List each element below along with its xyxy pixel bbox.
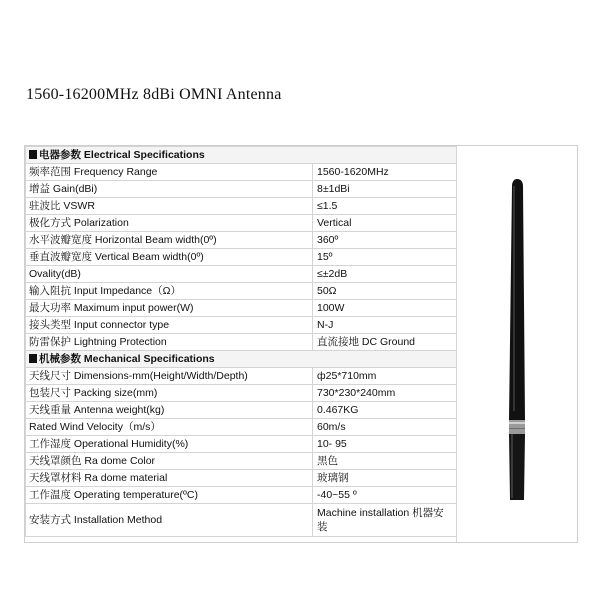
section-title: 机械参数 Mechanical Specifications <box>39 353 215 365</box>
spec-label: 增益 Gain(dBi) <box>26 181 313 198</box>
table-row <box>26 317 457 334</box>
spec-value: 0.467KG <box>313 402 457 419</box>
table-row <box>26 232 457 249</box>
spec-label: 垂直波瓣宽度 Vertical Beam width(0º) <box>26 249 313 266</box>
spec-label: 工作湿度 Operational Humidity(%) <box>26 436 313 453</box>
spec-value: Machine installation 机器安装 <box>313 504 457 537</box>
spec-label: 天线尺寸 Dimensions-mm(Height/Width/Depth) <box>26 368 313 385</box>
table-row <box>26 419 457 436</box>
spec-value: 玻璃钢 <box>313 470 457 487</box>
spec-label: 驻波比 VSWR <box>26 198 313 215</box>
spec-value: 黑色 <box>313 453 457 470</box>
table-row <box>26 504 457 537</box>
spec-label: 工作温度 Operating temperature(ºC) <box>26 487 313 504</box>
antenna-band-groove <box>509 428 525 429</box>
antenna-highlight <box>513 186 515 411</box>
page-title: 1560-16200MHz 8dBi OMNI Antenna <box>26 86 282 103</box>
table-row <box>26 198 457 215</box>
spec-label: Rated Wind Velocity（m/s） <box>26 419 313 436</box>
table-row <box>26 266 457 283</box>
section-title: 电器参数 Electrical Specifications <box>39 149 205 161</box>
table-row <box>26 487 457 504</box>
table-row <box>26 436 457 453</box>
antenna-illustration <box>457 146 578 542</box>
table-row <box>26 368 457 385</box>
spec-value: 360º <box>313 232 457 249</box>
square-bullet-icon <box>29 150 37 159</box>
antenna-band-shine <box>509 422 525 424</box>
spec-label: 输入阻抗 Input Impedance（Ω） <box>26 283 313 300</box>
spec-value: -40~55 º <box>313 487 457 504</box>
spec-label: 最大功率 Maximum input power(W) <box>26 300 313 317</box>
spec-label: 天线罩颜色 Ra dome Color <box>26 453 313 470</box>
spec-value: ф25*710mm <box>313 368 457 385</box>
spec-label: 接头类型 Input connector type <box>26 317 313 334</box>
spec-value: Vertical <box>313 215 457 232</box>
spec-label: 防雷保护 Lightning Protection <box>26 334 313 351</box>
table-row <box>26 300 457 317</box>
spec-value: 50Ω <box>313 283 457 300</box>
spec-value: 100W <box>313 300 457 317</box>
spec-value: ≤±2dB <box>313 266 457 283</box>
spec-value: 8±1dBi <box>313 181 457 198</box>
table-row <box>26 181 457 198</box>
spec-value: 1560-1620MHz <box>313 164 457 181</box>
table-row <box>26 402 457 419</box>
section-header-electrical <box>26 147 457 164</box>
table-row <box>26 164 457 181</box>
spec-value: 60m/s <box>313 419 457 436</box>
antenna-image-cell <box>456 146 578 542</box>
spec-label: 水平波瓣宽度 Horizontal Beam width(0º) <box>26 232 313 249</box>
spec-value: 10- 95 <box>313 436 457 453</box>
spec-label: 频率范围 Frequency Range <box>26 164 313 181</box>
table-row <box>26 470 457 487</box>
spec-value: N-J <box>313 317 457 334</box>
spec-label: 安装方式 Installation Method <box>26 504 313 537</box>
table-row <box>26 283 457 300</box>
spec-label: 包装尺寸 Packing size(mm) <box>26 385 313 402</box>
spec-value: 15º <box>313 249 457 266</box>
table-row <box>26 453 457 470</box>
spec-value: 直流接地 DC Ground <box>313 334 457 351</box>
spec-table <box>25 146 457 537</box>
spec-label: Ovality(dB) <box>26 266 313 283</box>
antenna-base-highlight <box>511 434 513 498</box>
spec-label: 极化方式 Polarization <box>26 215 313 232</box>
table-row <box>26 215 457 232</box>
spec-sheet <box>24 145 578 543</box>
table-row <box>26 249 457 266</box>
square-bullet-icon <box>29 354 37 363</box>
table-row <box>26 385 457 402</box>
spec-label: 天线重量 Antenna weight(kg) <box>26 402 313 419</box>
antenna-radome <box>509 179 525 420</box>
spec-label: 天线罩材料 Ra dome material <box>26 470 313 487</box>
table-row <box>26 334 457 351</box>
spec-value: 730*230*240mm <box>313 385 457 402</box>
section-header-mechanical <box>26 351 457 368</box>
spec-value: ≤1.5 <box>313 198 457 215</box>
